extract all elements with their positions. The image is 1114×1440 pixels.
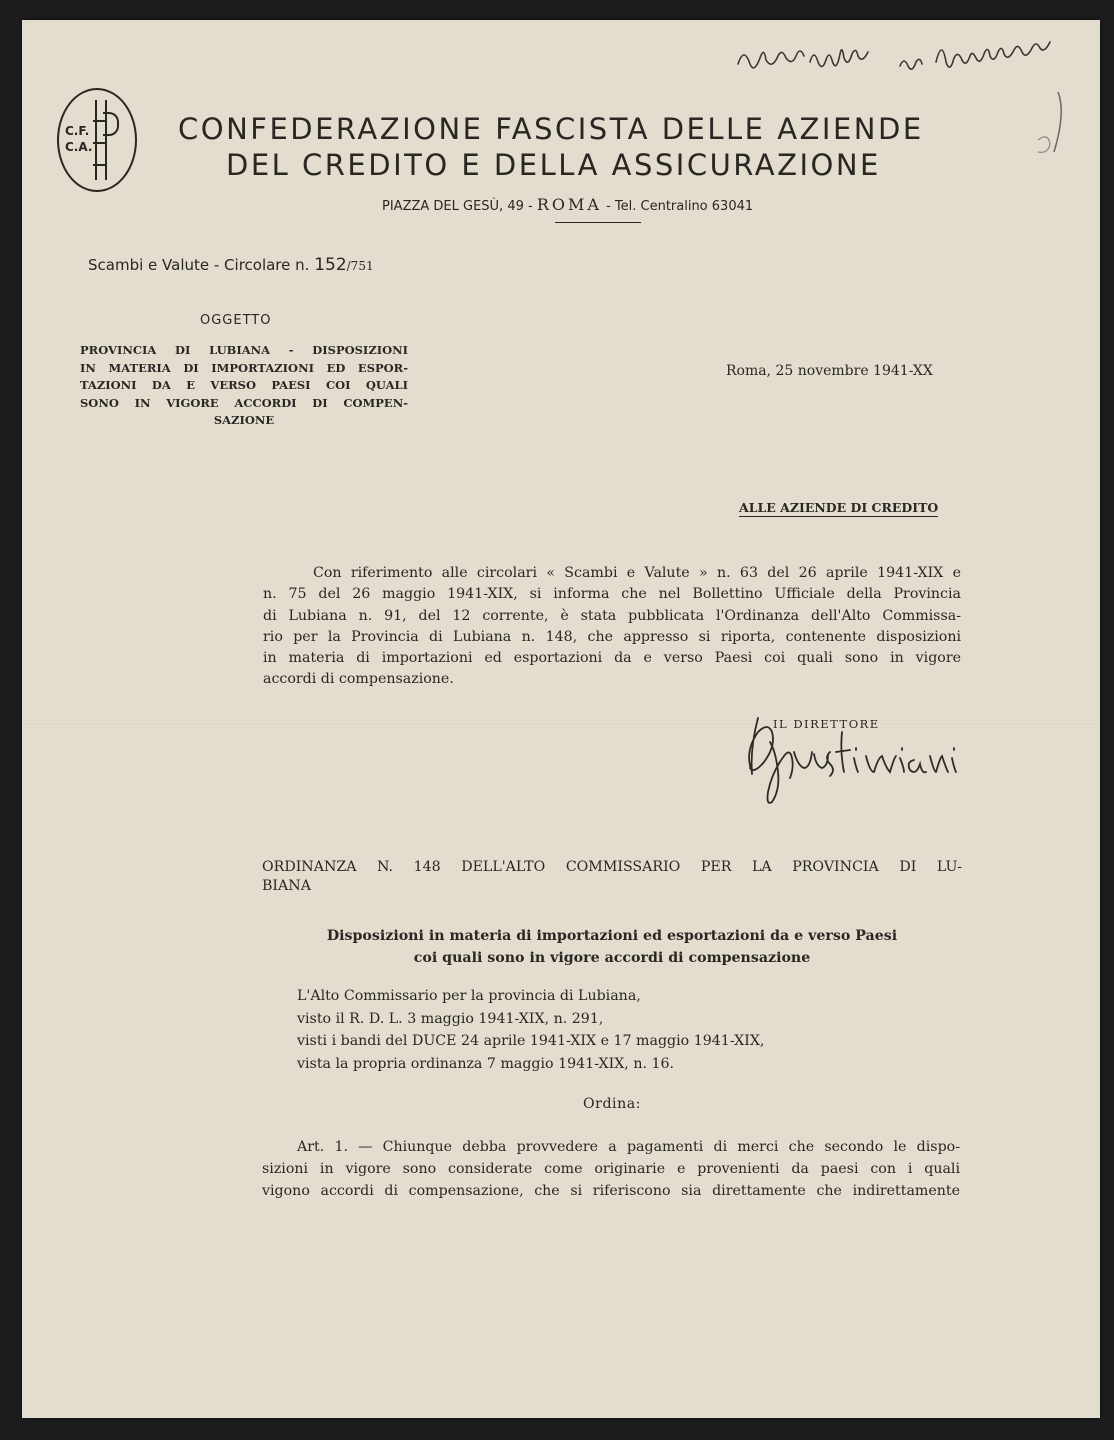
oggetto-line: SONO IN VIGORE ACCORDI DI COMPEN-: [80, 395, 408, 410]
body-line: rio per la Provincia di Lubiana n. 148, che appresso si riporta, contenente disposizioni: [263, 628, 961, 645]
logo-text-1: C.F.: [65, 124, 90, 138]
signatory-title: IL DIRETTORE: [773, 717, 880, 731]
preamble-line: visto il R. D. L. 3 maggio 1941-XIX, n. 291,: [297, 1010, 604, 1027]
ordinanza-subtitle-line: Disposizioni in materia di importazioni ed esportazioni da e verso Paesi: [326, 928, 898, 944]
oggetto-line: TAZIONI DA E VERSO PAESI COI QUALI: [80, 378, 408, 392]
body-line: di Lubiana n. 91, del 12 corrente, è stata pubblicata l'Ordinanza dell'Alto Commissa-: [263, 607, 961, 624]
ordinanza-preamble: [297, 985, 764, 1075]
oggetto-text: [80, 342, 408, 430]
org-name-line2: DEL CREDITO E DELLA ASSICURAZIONE: [226, 148, 881, 182]
preamble-line: L'Alto Commissario per la provincia di Lubiana,: [297, 988, 641, 1004]
ordinanza-title-line: BIANA: [262, 878, 311, 894]
body-line: accordi di compensazione.: [263, 671, 454, 688]
article-line: vigono accordi di compensazione, che si riferiscono sia direttamente che indirettamente: [262, 1183, 960, 1199]
oggetto-label: OGGETTO: [200, 313, 272, 328]
axe-emblem: [103, 112, 119, 136]
ordinanza-subtitle-line: coi quali sono in vigore accordi di compensazione: [413, 950, 811, 966]
oggetto-line: SAZIONE: [213, 413, 275, 427]
article-line: Art. 1. — Chiunque debba provvedere a pagamenti di merci che secondo le dispo-: [297, 1139, 960, 1155]
preamble-line: vista la propria ordinanza 7 maggio 1941-XIX, n. 16.: [297, 1055, 675, 1072]
logo-text-2: C.A.: [65, 140, 93, 154]
body-paragraph: [263, 563, 961, 691]
org-logo: [57, 88, 137, 192]
article-line: sizioni in vigore sono considerate come originarie e provenienti da paesi con i quali: [262, 1161, 960, 1177]
body-line: Con riferimento alle circolari « Scambi e Valute » n. 63 del 26 aprile 1941-XIX e: [313, 565, 961, 581]
body-line: in materia di importazioni ed esportazioni da e verso Paesi coi quali sono in vigore: [263, 650, 961, 667]
org-address: PIAZZA DEL GESÙ, 49 - ROMA - Tel. Centralino 63041: [382, 195, 754, 214]
oggetto-line: IN MATERIA DI IMPORTAZIONI ED ESPOR-: [80, 360, 408, 375]
circolare-number: 152: [314, 255, 347, 275]
oggetto-line: PROVINCIA DI LUBIANA - DISPOSIZIONI: [80, 343, 408, 357]
address-rule: [555, 222, 641, 223]
ordinanza-subtitle: [262, 925, 962, 969]
circolare-reference: Scambi e Valute - Circolare n. 152/751: [88, 255, 374, 275]
circolare-sub-number: /751: [346, 259, 374, 273]
recipient: ALLE AZIENDE DI CREDITO: [739, 500, 939, 515]
org-name-line1: CONFEDERAZIONE FASCISTA DELLE AZIENDE: [178, 112, 924, 146]
article-1: [262, 1136, 960, 1202]
handwritten-signature: [730, 712, 970, 808]
address-city: ROMA: [536, 195, 602, 214]
ordina-heading: Ordina:: [583, 1096, 641, 1112]
ordinanza-title-line: ORDINANZA N. 148 DELL'ALTO COMMISSARIO PER LA PROVINCIA DI LU-: [262, 859, 962, 875]
body-line: n. 75 del 26 maggio 1941-XIX, si informa che nel Bollettino Ufficiale della Provincia: [263, 586, 961, 603]
preamble-line: visti i bandi del DUCE 24 aprile 1941-XIX e 17 maggio 1941-XIX,: [297, 1033, 765, 1049]
ordinanza-title: [262, 858, 962, 896]
letter-date: Roma, 25 novembre 1941-XX: [726, 363, 933, 379]
